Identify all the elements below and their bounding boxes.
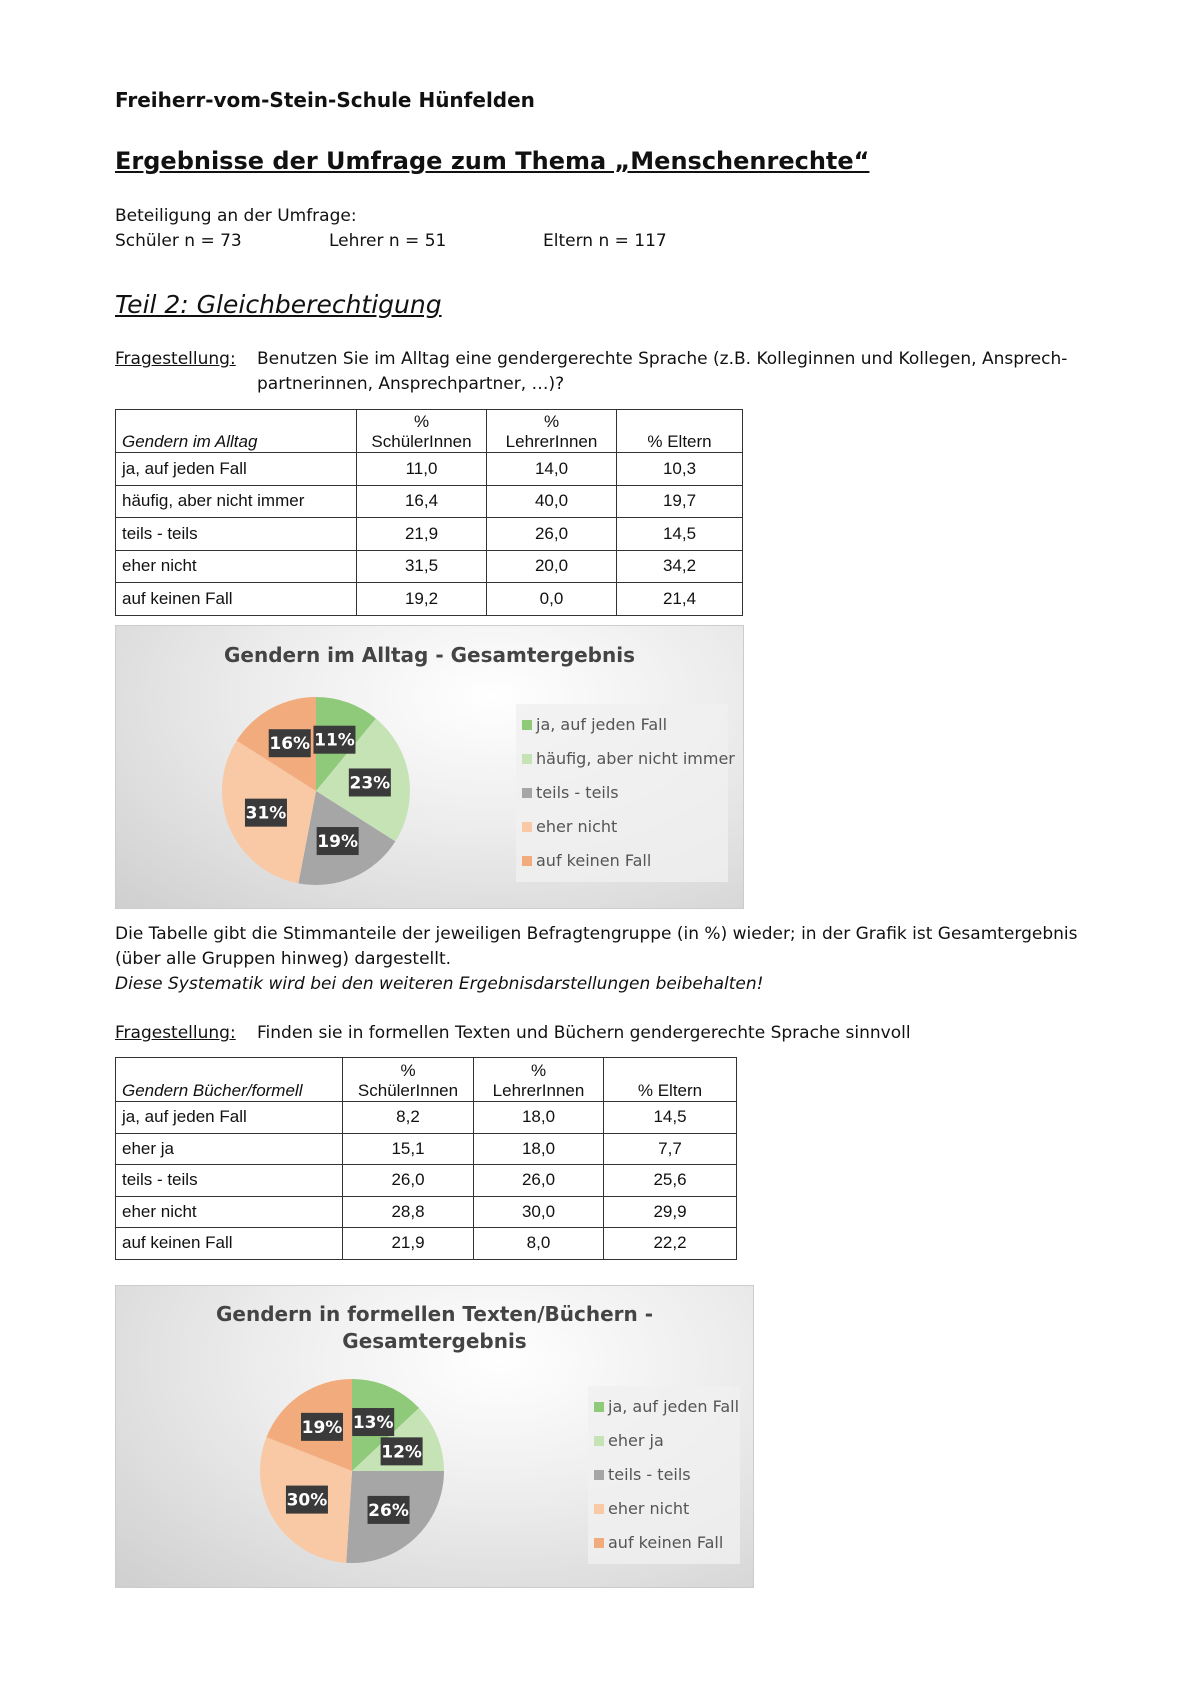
table-cell-value: 19,7 <box>617 485 743 518</box>
table-cell-value: 26,0 <box>487 518 617 551</box>
chart-title: Gendern im Alltag - Gesamtergebnis <box>223 643 635 667</box>
table-cell-value: 29,9 <box>604 1196 737 1228</box>
table-cell-value: 21,4 <box>617 583 743 616</box>
legend-item <box>522 844 722 878</box>
legend-swatch <box>594 1402 604 1412</box>
data-label: 19% <box>317 832 359 853</box>
legend-label: ja, auf jeden Fall <box>536 715 668 734</box>
data-label: 12% <box>381 1442 422 1463</box>
note-line1: Die Tabelle gibt die Stimmanteile der jeweiligen Befragtengruppe (in %) wieder; in der Grafik ist Gesamtergebnis <box>115 924 1078 944</box>
participation-parents: Eltern n = 117 <box>543 231 667 251</box>
legend-swatch <box>594 1504 604 1514</box>
table-cell-value: 31,5 <box>357 550 487 583</box>
table-header: % SchülerInnen <box>343 1058 474 1102</box>
table-cell-value: 18,0 <box>474 1133 604 1165</box>
table-row <box>116 518 743 551</box>
table-cell-value: 30,0 <box>474 1196 604 1228</box>
data-label: 23% <box>349 773 391 794</box>
table-cell-label: ja, auf jeden Fall <box>116 453 357 486</box>
legend-item <box>522 776 722 810</box>
table-cell-value: 0,0 <box>487 583 617 616</box>
chart-title-line1: Gendern in formellen Texten/Büchern - <box>215 1302 654 1326</box>
table-cell-value: 28,8 <box>343 1196 474 1228</box>
table-cell-label: häufig, aber nicht immer <box>116 485 357 518</box>
table-cell-value: 26,0 <box>343 1165 474 1197</box>
data-label: 19% <box>301 1417 343 1438</box>
table-cell-value: 18,0 <box>474 1102 604 1134</box>
data-label: 30% <box>286 1490 328 1511</box>
chart-legend <box>516 704 735 882</box>
legend-label: teils - teils <box>536 783 619 802</box>
table-gendern-alltag <box>115 409 743 616</box>
legend-swatch <box>522 856 532 866</box>
legend-swatch <box>522 822 532 832</box>
table-row <box>116 550 743 583</box>
table-cell-value: 22,2 <box>604 1228 737 1260</box>
table-cell-value: 40,0 <box>487 485 617 518</box>
note-line3: Diese Systematik wird bei den weiteren Ergebnisdarstellungen beibehalten! <box>115 974 764 994</box>
table-cell-value: 21,9 <box>343 1228 474 1260</box>
table-cell-value: 26,0 <box>474 1165 604 1197</box>
table-row <box>116 1228 737 1260</box>
table-cell-label: eher nicht <box>116 1196 343 1228</box>
table-cell-label: eher nicht <box>116 550 357 583</box>
legend-label: ja, auf jeden Fall <box>608 1397 740 1416</box>
table-cell-label: auf keinen Fall <box>116 1228 343 1260</box>
legend-item <box>594 1526 734 1560</box>
table-row <box>116 1165 737 1197</box>
table-header: Gendern im Alltag <box>116 410 357 453</box>
table-header: % Eltern <box>617 410 743 453</box>
table-row <box>116 453 743 486</box>
data-label: 26% <box>368 1500 409 1521</box>
question2-line1: Finden sie in formellen Texten und Büchern gendergerechte Sprache sinnvoll <box>257 1023 911 1043</box>
table-cell-label: eher ja <box>116 1133 343 1165</box>
legend-swatch <box>594 1470 604 1480</box>
legend-label: auf keinen Fall <box>536 851 652 870</box>
legend-item <box>594 1390 740 1424</box>
table-cell-value: 20,0 <box>487 550 617 583</box>
table-row <box>116 1133 737 1165</box>
chart-gendern-alltag <box>115 625 744 909</box>
table-cell-value: 8,2 <box>343 1102 474 1134</box>
question1-label: Fragestellung: <box>115 349 236 369</box>
legend-swatch <box>522 788 532 798</box>
table-cell-label: teils - teils <box>116 518 357 551</box>
participation-students: Schüler n = 73 <box>115 231 242 251</box>
legend-swatch <box>594 1436 604 1446</box>
data-label: 13% <box>352 1413 394 1434</box>
legend-item <box>594 1424 734 1458</box>
table-gendern-buecher <box>115 1057 737 1260</box>
legend-item <box>594 1458 734 1492</box>
table-header: Gendern Bücher/formell <box>116 1058 343 1102</box>
note-line2: (über alle Gruppen hinweg) dargestellt. <box>115 949 452 969</box>
table-cell-value: 25,6 <box>604 1165 737 1197</box>
table-row <box>116 583 743 616</box>
legend-item <box>522 742 735 776</box>
legend-label: teils - teils <box>608 1465 691 1484</box>
chart-title-line2: Gesamtergebnis <box>342 1329 527 1353</box>
participation-label: Beteiligung an der Umfrage: <box>115 206 357 226</box>
chart-gendern-buecher <box>115 1285 754 1588</box>
table-cell-value: 34,2 <box>617 550 743 583</box>
legend-swatch <box>522 720 532 730</box>
chart-legend <box>588 1386 740 1564</box>
legend-swatch <box>522 754 532 764</box>
section-heading: Teil 2: Gleichberechtigung <box>115 290 442 319</box>
table-cell-value: 14,0 <box>487 453 617 486</box>
legend-label: eher nicht <box>608 1499 690 1518</box>
table-header: % LehrerInnen <box>474 1058 604 1102</box>
table-cell-label: ja, auf jeden Fall <box>116 1102 343 1134</box>
data-label: 16% <box>269 734 311 755</box>
table-cell-label: teils - teils <box>116 1165 343 1197</box>
table-header: % Eltern <box>604 1058 737 1102</box>
data-label: 31% <box>245 803 287 824</box>
table-header: % LehrerInnen <box>487 410 617 453</box>
table-cell-value: 19,2 <box>357 583 487 616</box>
table-cell-value: 21,9 <box>357 518 487 551</box>
table-cell-value: 7,7 <box>604 1133 737 1165</box>
legend-swatch <box>594 1538 604 1548</box>
legend-item <box>522 708 722 742</box>
legend-item <box>594 1492 734 1526</box>
page-title: Ergebnisse der Umfrage zum Thema „Menschenrechte“ <box>115 147 870 175</box>
table-cell-value: 11,0 <box>357 453 487 486</box>
school-name: Freiherr-vom-Stein-Schule Hünfelden <box>115 88 535 112</box>
legend-item <box>522 810 722 844</box>
table-cell-value: 14,5 <box>604 1102 737 1134</box>
legend-label: eher nicht <box>536 817 618 836</box>
table-cell-value: 8,0 <box>474 1228 604 1260</box>
table-row <box>116 1102 737 1134</box>
table-cell-value: 10,3 <box>617 453 743 486</box>
data-label: 11% <box>314 730 355 751</box>
table-cell-label: auf keinen Fall <box>116 583 357 616</box>
table-cell-value: 16,4 <box>357 485 487 518</box>
participation-teachers: Lehrer n = 51 <box>329 231 447 251</box>
table-cell-value: 15,1 <box>343 1133 474 1165</box>
question2-label: Fragestellung: <box>115 1023 236 1043</box>
table-row <box>116 1196 737 1228</box>
legend-label: eher ja <box>608 1431 664 1450</box>
table-row <box>116 485 743 518</box>
question1-line2: partnerinnen, Ansprechpartner, …)? <box>257 374 565 394</box>
table-cell-value: 14,5 <box>617 518 743 551</box>
table-header: % SchülerInnen <box>357 410 487 453</box>
question1-line1: Benutzen Sie im Alltag eine gendergerechte Sprache (z.B. Kolleginnen und Kollegen, Ansprech- <box>257 349 1068 369</box>
legend-label: auf keinen Fall <box>608 1533 724 1552</box>
legend-label: häufig, aber nicht immer <box>536 749 735 768</box>
